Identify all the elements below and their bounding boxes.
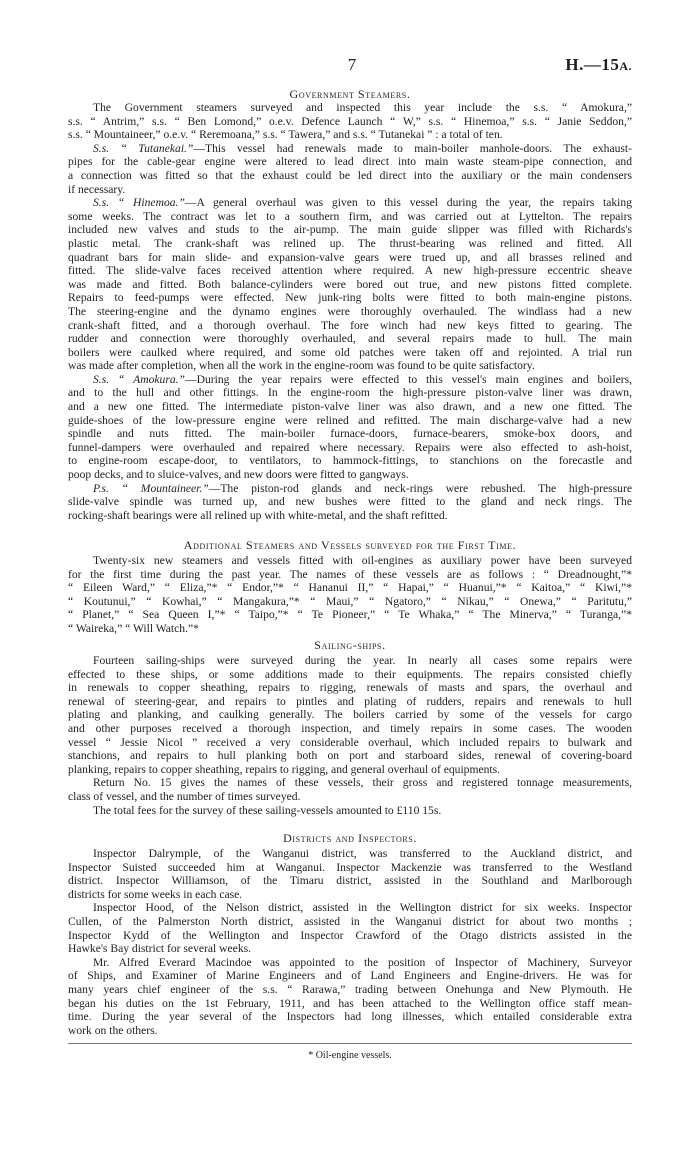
text-line: if necessary. bbox=[68, 182, 126, 196]
text-line: class of vessel, and the number of times surveyed. bbox=[68, 789, 301, 803]
text-line: was made after completion, when all the work in the engine-room was found to be quite satisfactory. bbox=[68, 359, 535, 373]
text-line: poop decks, and to sluice-valves, and new doors were fitted to gangways. bbox=[68, 468, 409, 482]
text-line: for the first time during the past year. The names of these vessels are as follows : “ Dreadnought,”* bbox=[68, 567, 632, 581]
text-line: Inspector Kydd of the Wellington and Inspector Crawford of the Otago districts assisted in the bbox=[68, 928, 632, 942]
text-line: Hawke's Bay district for several weeks. bbox=[68, 942, 252, 956]
text-line: Twenty-six new steamers and vessels fitted with oil-engines as auxiliary power have been surveyed bbox=[93, 554, 632, 567]
line-text: —During the year repairs were effected to this vessel's main engines and boilers, bbox=[185, 372, 632, 386]
footnote-divider bbox=[68, 1043, 632, 1044]
section bbox=[68, 831, 632, 1037]
text-line: Cullen, of the Palmerston North district, assisted in the Wanganui district for about two months ; bbox=[68, 914, 632, 928]
vessel-name-lead: S.s. “ Hinemoa.” bbox=[93, 196, 185, 210]
text-line: renewal of steering-gear, and repairs to pintles and plating of rudders, repairs and renewals to hull bbox=[68, 694, 632, 708]
text-line: effected to these ships, or some additions made to their equipments. The repairs consisted chiefly bbox=[68, 667, 632, 681]
text-line: fitted. The slide-valve faces received attention where required. A new high-pressure eccentric sheave bbox=[68, 264, 632, 278]
line-text: —A general overhaul was given to this vessel during the year, the repairs taking bbox=[184, 196, 632, 210]
text-line: Inspector Suisted succeeded him at Wanganui. Inspector Mackenzie was transferred to the Westland bbox=[68, 860, 632, 874]
text-line: “ Koutunui,” “ Kowhai,” “ Mangakura,”* “ Maui,” “ Ngatoro,” “ Nikau,” “ Onewa,” “ Paritutu,” bbox=[68, 594, 632, 608]
text-line: some weeks. The contract was let to a southern firm, and was carried out at Lyttelton. The repairs bbox=[68, 209, 632, 223]
text-line: and to the hull and other fittings. In the engine-room the high-pressure piston-valve liner was drawn, bbox=[68, 386, 632, 400]
section-heading: Additional Steamers and Vessels surveyed for the First Time. bbox=[183, 538, 517, 552]
text-line: to engine-room escape-door, to ventilators, to hammock-fittings, to stanchions on the forecastle and bbox=[68, 454, 632, 468]
text-line: s.s. “ Antrim,” s.s. “ Ben Lomond,” o.e.v. Defence Launch “ W,” s.s. “ Hinemoa,” s.s. “ Janie Seddon,” bbox=[68, 114, 632, 128]
text-line: time. During the year several of the Inspectors had long illnesses, which entailed considerable extra bbox=[68, 1010, 632, 1024]
text-line: “ Eileen Ward,” “ Eliza,”* “ Endor,”* “ Hananui II,” “ Hapai,” “ Huanui,”* “ Kaitoa,” “ Kiwi,”* bbox=[68, 581, 632, 595]
section bbox=[68, 87, 632, 522]
text-line: and a new one fitted. The intermediate piston-valve liner was also drawn, and a new one fitted. The bbox=[68, 400, 632, 414]
text-line: in renewals to copper sheathing, repairs to rigging, renewals of masts and spars, the overhaul and bbox=[68, 681, 632, 695]
text-line: district. Inspector Williamson, of the Timaru district, assisted in the Southland and Marlborough bbox=[68, 874, 632, 888]
line-text: —The piston-rod glands and neck-rings were rebushed. The high-pressure bbox=[208, 481, 632, 495]
paragraph bbox=[68, 482, 632, 523]
paragraph bbox=[68, 847, 632, 901]
text-line: quadrant bars for main slide- and expansion-valve gears were trued up, and all brasses relined and bbox=[68, 250, 632, 264]
text-line: was made and fitted. Both balance-cylinders were bored out true, and new pistons fitted complete. bbox=[68, 277, 632, 291]
line-text: —This vessel had renewals made to main-boiler manhole-doors. The exhaust- bbox=[193, 141, 632, 155]
text-line bbox=[68, 142, 632, 156]
text-line: “ Planet,” “ Sea Queen I,”* “ Taipo,”* “ Te Pioneer,” “ Te Whaka,” “ The Minerva,” “ Turanga,”* bbox=[68, 608, 632, 622]
page-number: 7 bbox=[347, 55, 357, 74]
paragraph bbox=[68, 776, 632, 803]
text-line: plating and planking, and caulking generally. The boilers carried by some of the vessels for cargo bbox=[68, 708, 632, 722]
text-line bbox=[68, 196, 632, 210]
text-line: Repairs to feed-pumps were effected. New junk-ring bolts were fitted to both main-engine pistons. bbox=[68, 291, 632, 305]
vessel-name-lead: P.s. “ Mountaineer.” bbox=[93, 481, 209, 495]
vessel-name-lead: S.s. “ Amokura.” bbox=[93, 372, 185, 386]
text-line: “ Waireka,” “ Will Watch.”* bbox=[68, 621, 199, 635]
paragraph bbox=[68, 196, 632, 373]
text-line: Fourteen sailing-ships were surveyed during the year. In nearly all cases some repairs were bbox=[93, 654, 632, 667]
text-line: rocking-shaft bearings were all relined up with white-metal, and the shaft refitted. bbox=[68, 508, 448, 522]
text-line: began his duties on the 1st February, 1911, and has been attached to the Wellington office staff mean- bbox=[68, 996, 632, 1010]
section bbox=[68, 638, 632, 817]
text-line: pipes for the cable-gear engine were altered to lead direct into main waste steam-pipe connection, and bbox=[68, 155, 632, 169]
vessel-name-lead: S.s. “ Tutanekai.” bbox=[93, 141, 194, 155]
text-line bbox=[68, 482, 632, 496]
text-line: vessel “ Jessie Nicol ” received a very considerable overhaul, which included repairs to bulwark and bbox=[68, 735, 632, 749]
paragraph bbox=[68, 901, 632, 955]
text-line: and other purposes received a thorough inspection, and timely repairs in some cases. The wooden bbox=[68, 721, 632, 735]
text-line: districts for some weeks in each case. bbox=[68, 887, 243, 901]
text-line: Inspector Hood, of the Nelson district, assisted in the Wellington district for six weeks. Inspector bbox=[93, 901, 632, 915]
text-line: many years chief engineer of the s.s. “ Rarawa,” trading between Onehunga and New Plymouth. He bbox=[68, 982, 632, 996]
text-line: Inspector Dalrymple, of the Wanganui district, was transferred to the Auckland district, and bbox=[93, 847, 632, 860]
text-line: plastic metal. The crank-shaft was relined up. The thrust-bearing was relined and fitted. All bbox=[68, 236, 632, 250]
section bbox=[68, 538, 632, 636]
text-line: stanchions, and repairs to hull planking both on port and starboard sides, renewal of covering-board bbox=[68, 749, 632, 763]
text-line: funnel-dampers were overhauled and repaired where necessary. Repairs were also effected to ash-hoist, bbox=[68, 440, 632, 454]
paragraph bbox=[68, 554, 632, 636]
text-line: The total fees for the survey of these sailing-vessels amounted to £110 15s. bbox=[93, 803, 442, 817]
reference-suffix: A. bbox=[619, 59, 632, 73]
paragraph bbox=[68, 804, 632, 818]
text-line: The steering-engine and the dynamo engines were thoroughly overhauled. The windlass had a new bbox=[68, 304, 632, 318]
text-line: work on the others. bbox=[68, 1023, 158, 1037]
text-line: slide-valve spindle was turned up, and new bushes were fitted to the gland and neck rings. The bbox=[68, 495, 632, 509]
text-line: rudder and connection were thoroughly overhauled, and several repairs made to hull. The main bbox=[68, 332, 632, 346]
text-line: The Government steamers surveyed and inspected this year include the s.s. “ Amokura,” bbox=[93, 101, 632, 114]
text-line: crank-shaft fitted, and a thorough overhaul. The fore winch had new keys fitted to gearing. The bbox=[68, 318, 632, 332]
text-line: included new valves and studs to the air-pump. The main guide slipper was filled with Richards's bbox=[68, 223, 632, 237]
paragraph bbox=[68, 956, 632, 1038]
paragraph bbox=[68, 654, 632, 776]
text-line: boilers were caulked where required, and some old patches were taken off and rejointed. A trial run bbox=[68, 345, 632, 359]
section-heading: Districts and Inspectors. bbox=[283, 831, 417, 845]
text-line: s.s. “ Mountaineer,” o.e.v. “ Reremoana,” s.s. “ Tawera,” and s.s. “ Tutanekai ” : a total of ten. bbox=[68, 128, 503, 142]
footnote: * Oil-engine vessels. bbox=[308, 1050, 392, 1061]
paragraph bbox=[68, 142, 632, 196]
text-line: Mr. Alfred Everard Macindoe was appointed to the position of Inspector of Machinery, Surveyor bbox=[93, 955, 632, 969]
section-heading: Government Steamers. bbox=[289, 87, 411, 101]
reference-code: H.—15 bbox=[565, 55, 620, 74]
text-line: of Ships, and Examiner of Marine Engineers and of Land Engineers and Engine-drivers. He was for bbox=[68, 969, 632, 983]
text-line: a connection was fitted so that the exhaust could be led direct into the auxiliary or the main condensers bbox=[68, 168, 632, 182]
text-line: guide-shoes of the low-pressure engine were relined and refitted. The main discharge-valve had a new bbox=[68, 413, 632, 427]
paragraph bbox=[68, 101, 632, 142]
text-line: planking, repairs to copper sheathing, repairs to rigging, and general overhaul of equipments. bbox=[68, 762, 501, 776]
section-heading: Sailing-ships. bbox=[314, 638, 386, 652]
text-line: Return No. 15 gives the names of these vessels, their gross and registered tonnage measurements, bbox=[93, 776, 632, 790]
text-line: spindle and nuts fitted. The main-boiler furnace-doors, furnace-bearers, smoke-box doors, and bbox=[68, 427, 632, 441]
paragraph bbox=[68, 373, 632, 482]
text-line bbox=[68, 373, 632, 387]
document-reference bbox=[565, 55, 632, 75]
